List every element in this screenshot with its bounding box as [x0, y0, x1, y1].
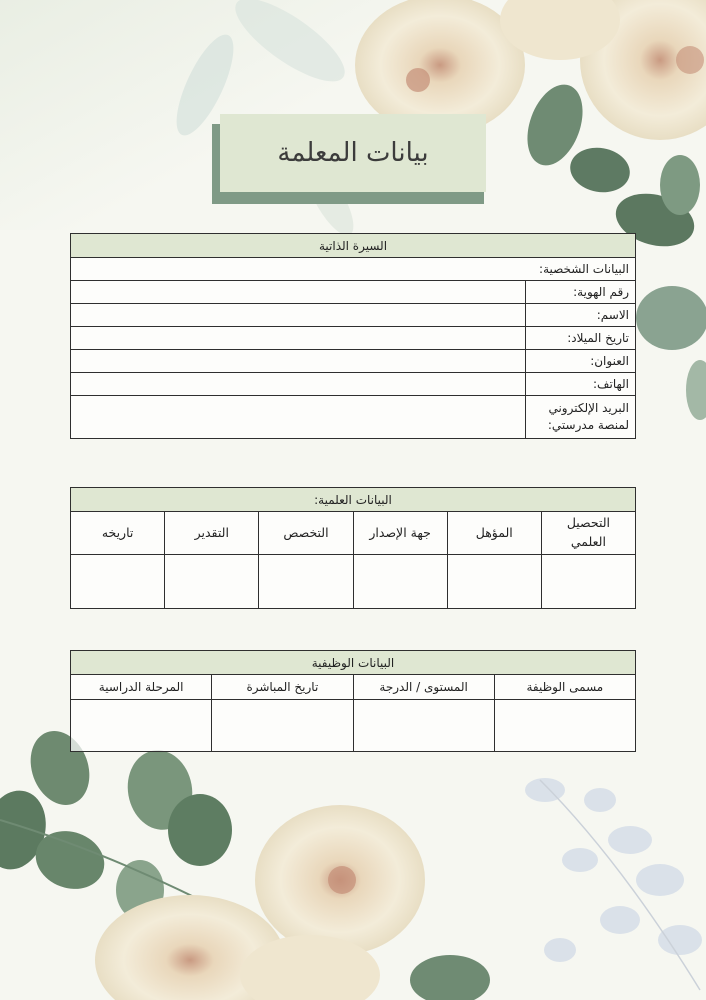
- field-value-id[interactable]: [71, 281, 526, 304]
- table-cell[interactable]: [71, 700, 212, 752]
- field-label-address: العنوان:: [526, 350, 636, 373]
- personal-data-label: البيانات الشخصية:: [71, 258, 636, 281]
- job-columns-row: [71, 675, 636, 700]
- scientific-data-row: [71, 555, 636, 609]
- field-label-name: الاسم:: [526, 304, 636, 327]
- scientific-table: [70, 487, 636, 609]
- job-header-row: [71, 651, 636, 675]
- table-cell[interactable]: [259, 555, 353, 609]
- column-header: المؤهل: [447, 512, 541, 555]
- job-table: [70, 650, 636, 752]
- scientific-heading: البيانات العلمية:: [71, 488, 636, 512]
- column-header: مسمى الوظيفة: [494, 675, 635, 700]
- cv-personal-row: [71, 258, 636, 281]
- table-cell[interactable]: [447, 555, 541, 609]
- field-value-email[interactable]: [71, 396, 526, 439]
- cv-row: [71, 396, 636, 439]
- cv-table: [70, 233, 636, 439]
- cv-row: [71, 281, 636, 304]
- job-data-row: [71, 700, 636, 752]
- cv-row: [71, 304, 636, 327]
- table-cell[interactable]: [71, 555, 165, 609]
- field-label-birthdate: تاريخ الميلاد:: [526, 327, 636, 350]
- column-header: التحصيل العلمي: [541, 512, 635, 555]
- field-value-name[interactable]: [71, 304, 526, 327]
- table-cell[interactable]: [353, 700, 494, 752]
- cv-row: [71, 373, 636, 396]
- cv-header-row: [71, 234, 636, 258]
- cv-row: [71, 327, 636, 350]
- table-cell[interactable]: [541, 555, 635, 609]
- field-value-address[interactable]: [71, 350, 526, 373]
- title-banner: [212, 114, 496, 206]
- cv-heading: السيرة الذاتية: [71, 234, 636, 258]
- column-header: جهة الإصدار: [353, 512, 447, 555]
- column-header: التقدير: [165, 512, 259, 555]
- field-value-phone[interactable]: [71, 373, 526, 396]
- field-label-phone: الهاتف:: [526, 373, 636, 396]
- column-header: التخصص: [259, 512, 353, 555]
- field-value-birthdate[interactable]: [71, 327, 526, 350]
- column-header: المرحلة الدراسية: [71, 675, 212, 700]
- scientific-header-row: [71, 488, 636, 512]
- page-title: بيانات المعلمة: [277, 138, 429, 168]
- field-label-email: البريد الإلكتروني لمنصة مدرستي:: [526, 396, 636, 439]
- table-cell[interactable]: [165, 555, 259, 609]
- title-box: [220, 114, 486, 192]
- table-cell[interactable]: [494, 700, 635, 752]
- column-header: تاريخه: [71, 512, 165, 555]
- column-header: المستوى / الدرجة: [353, 675, 494, 700]
- column-header: تاريخ المباشرة: [212, 675, 353, 700]
- field-label-id: رقم الهوية:: [526, 281, 636, 304]
- scientific-columns-row: [71, 512, 636, 555]
- table-cell[interactable]: [353, 555, 447, 609]
- cv-row: [71, 350, 636, 373]
- table-cell[interactable]: [212, 700, 353, 752]
- job-heading: البيانات الوظيفية: [71, 651, 636, 675]
